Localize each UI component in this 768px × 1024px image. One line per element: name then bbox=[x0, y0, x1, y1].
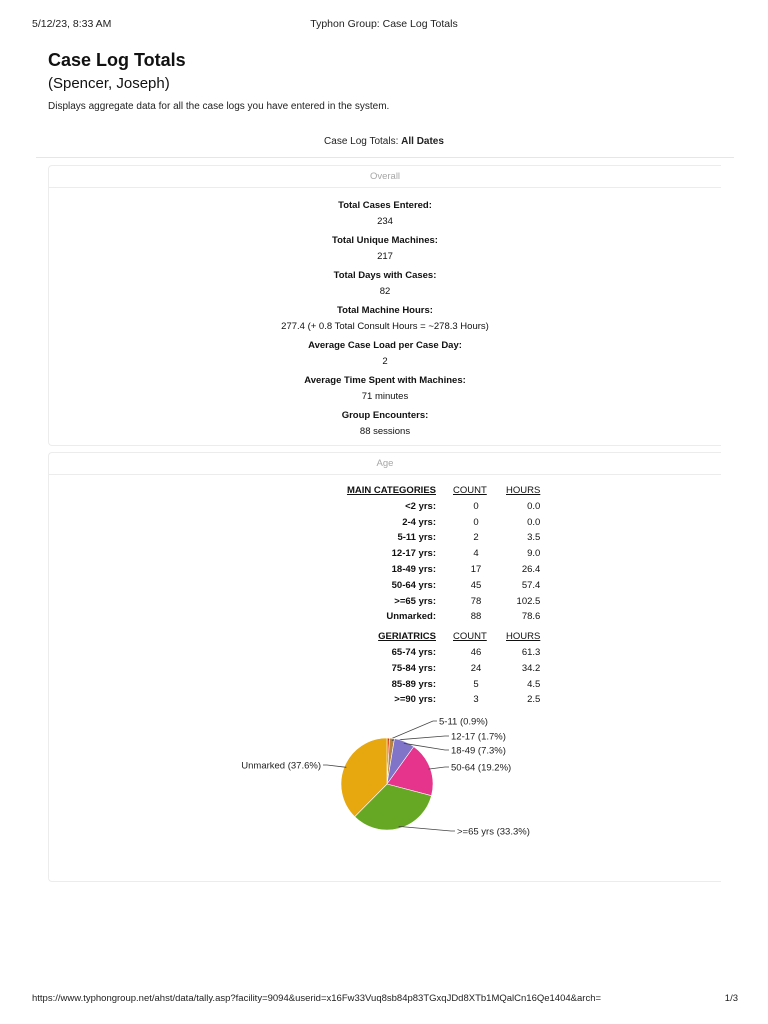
row-hours: 34.2 bbox=[521, 662, 541, 674]
row-hours: 102.5 bbox=[516, 595, 541, 607]
row-label: Unmarked: bbox=[386, 611, 436, 623]
pie-leader-line bbox=[392, 736, 449, 740]
row-hours: 61.3 bbox=[521, 646, 541, 658]
date-scope-line bbox=[0, 136, 768, 147]
row-hours: 0.0 bbox=[527, 500, 541, 512]
stat-label: Total Machine Hours: bbox=[337, 305, 433, 316]
print-footer bbox=[0, 993, 768, 1007]
row-label: 18-49 yrs: bbox=[391, 563, 436, 575]
row-label: 50-64 yrs: bbox=[391, 579, 436, 591]
stat-unique-machines bbox=[49, 233, 721, 265]
stat-avg-case-load bbox=[49, 338, 721, 370]
date-scope-prefix: Case Log Totals: bbox=[324, 136, 402, 147]
age-heading: Age bbox=[49, 453, 721, 475]
row-hours: 3.5 bbox=[527, 532, 541, 544]
pie-slice-label: 5-11 (0.9%) bbox=[439, 716, 488, 728]
row-count: 45 bbox=[470, 579, 482, 591]
main-categories-header-label: MAIN CATEGORIES bbox=[346, 485, 436, 496]
stat-value: 234 bbox=[377, 216, 393, 227]
pie-leader-line bbox=[428, 767, 449, 769]
date-scope-value: All Dates bbox=[401, 136, 444, 147]
hours-header: HOURS bbox=[506, 485, 541, 496]
overall-stat-list bbox=[49, 198, 721, 443]
count-header: COUNT bbox=[453, 485, 487, 496]
row-label: 85-89 yrs: bbox=[391, 678, 436, 690]
row-count: 3 bbox=[473, 694, 479, 706]
pie-leader-line bbox=[399, 826, 455, 831]
row-count: 4 bbox=[473, 548, 479, 560]
row-count: 17 bbox=[470, 563, 482, 575]
stat-label: Group Encounters: bbox=[341, 410, 429, 421]
print-header bbox=[0, 18, 768, 32]
row-count: 2 bbox=[473, 532, 479, 544]
row-label: >=65 yrs: bbox=[394, 595, 436, 607]
row-label: 75-84 yrs: bbox=[391, 662, 436, 674]
page-title: Case Log Totals bbox=[48, 50, 186, 70]
row-hours: 57.4 bbox=[521, 579, 541, 591]
stat-value: 82 bbox=[379, 286, 391, 297]
pie-slice-label: 18-49 (7.3%) bbox=[451, 745, 506, 757]
stat-avg-time bbox=[49, 373, 721, 405]
page-subtitle: (Spencer, Joseph) bbox=[48, 75, 170, 92]
overall-panel bbox=[48, 165, 721, 446]
stat-label: Average Case Load per Case Day: bbox=[308, 340, 462, 351]
row-hours: 2.5 bbox=[527, 694, 541, 706]
row-count: 0 bbox=[473, 500, 479, 512]
row-count: 78 bbox=[470, 595, 482, 607]
row-count: 0 bbox=[473, 516, 479, 528]
age-pie-chart bbox=[49, 453, 721, 881]
stat-machine-hours bbox=[49, 303, 721, 335]
stat-days-with-cases bbox=[49, 268, 721, 300]
row-label: 2-4 yrs: bbox=[402, 516, 436, 528]
pie-slice-label: >=65 yrs (33.3%) bbox=[457, 826, 530, 838]
print-url: https://www.typhongroup.net/ahst/data/tally.asp?facility=9094&userid=x16Fw33Vuq8sb84p83TGxqJDd8XTb1MQalCn16Qe1404&arch= bbox=[32, 993, 602, 1004]
row-label: 65-74 yrs: bbox=[391, 646, 436, 658]
geriatrics-header-label: GERIATRICS bbox=[378, 631, 436, 643]
stat-group-encounters bbox=[49, 408, 721, 440]
stat-label: Total Days with Cases: bbox=[333, 270, 437, 281]
row-label: >=90 yrs: bbox=[394, 694, 436, 706]
stat-label: Average Time Spent with Machines: bbox=[304, 375, 466, 386]
stat-label: Total Unique Machines: bbox=[332, 235, 438, 246]
row-label: 12-17 yrs: bbox=[391, 548, 436, 560]
stat-value: 71 minutes bbox=[361, 391, 409, 402]
row-hours: 9.0 bbox=[527, 548, 541, 560]
row-label: <2 yrs: bbox=[405, 500, 436, 512]
print-page-number: 1/3 bbox=[724, 993, 738, 1004]
row-hours: 0.0 bbox=[527, 516, 541, 528]
pie-slice-label: 50-64 (19.2%) bbox=[451, 762, 512, 774]
count-header: COUNT bbox=[453, 631, 487, 643]
row-hours: 26.4 bbox=[521, 563, 541, 575]
stat-value: 217 bbox=[377, 251, 393, 262]
page-description: Displays aggregate data for all the case logs you have entered in the system. bbox=[48, 101, 390, 112]
pie-slice-label: Unmarked (37.6%) bbox=[241, 760, 321, 772]
row-hours: 4.5 bbox=[527, 678, 541, 690]
pie-leader-line bbox=[323, 765, 346, 767]
row-count: 88 bbox=[470, 611, 482, 623]
hours-header: HOURS bbox=[506, 631, 541, 643]
pie-slice-label: 12-17 (1.7%) bbox=[451, 731, 506, 743]
overall-heading: Overall bbox=[49, 166, 721, 188]
row-hours: 78.6 bbox=[521, 611, 541, 623]
divider bbox=[36, 157, 734, 158]
stat-value: 277.4 (+ 0.8 Total Consult Hours = ~278.3 Hours) bbox=[281, 321, 489, 332]
age-panel bbox=[48, 452, 721, 882]
print-datetime: 5/12/23, 8:33 AM bbox=[32, 18, 112, 30]
row-count: 24 bbox=[470, 662, 482, 674]
row-count: 5 bbox=[473, 678, 479, 690]
stat-total-cases bbox=[49, 198, 721, 230]
stat-value: 88 sessions bbox=[359, 426, 411, 437]
stat-value: 2 bbox=[382, 356, 388, 367]
print-title: Typhon Group: Case Log Totals bbox=[310, 18, 458, 30]
row-count: 46 bbox=[470, 646, 482, 658]
row-label: 5-11 yrs: bbox=[397, 532, 436, 544]
stat-label: Total Cases Entered: bbox=[338, 200, 432, 211]
